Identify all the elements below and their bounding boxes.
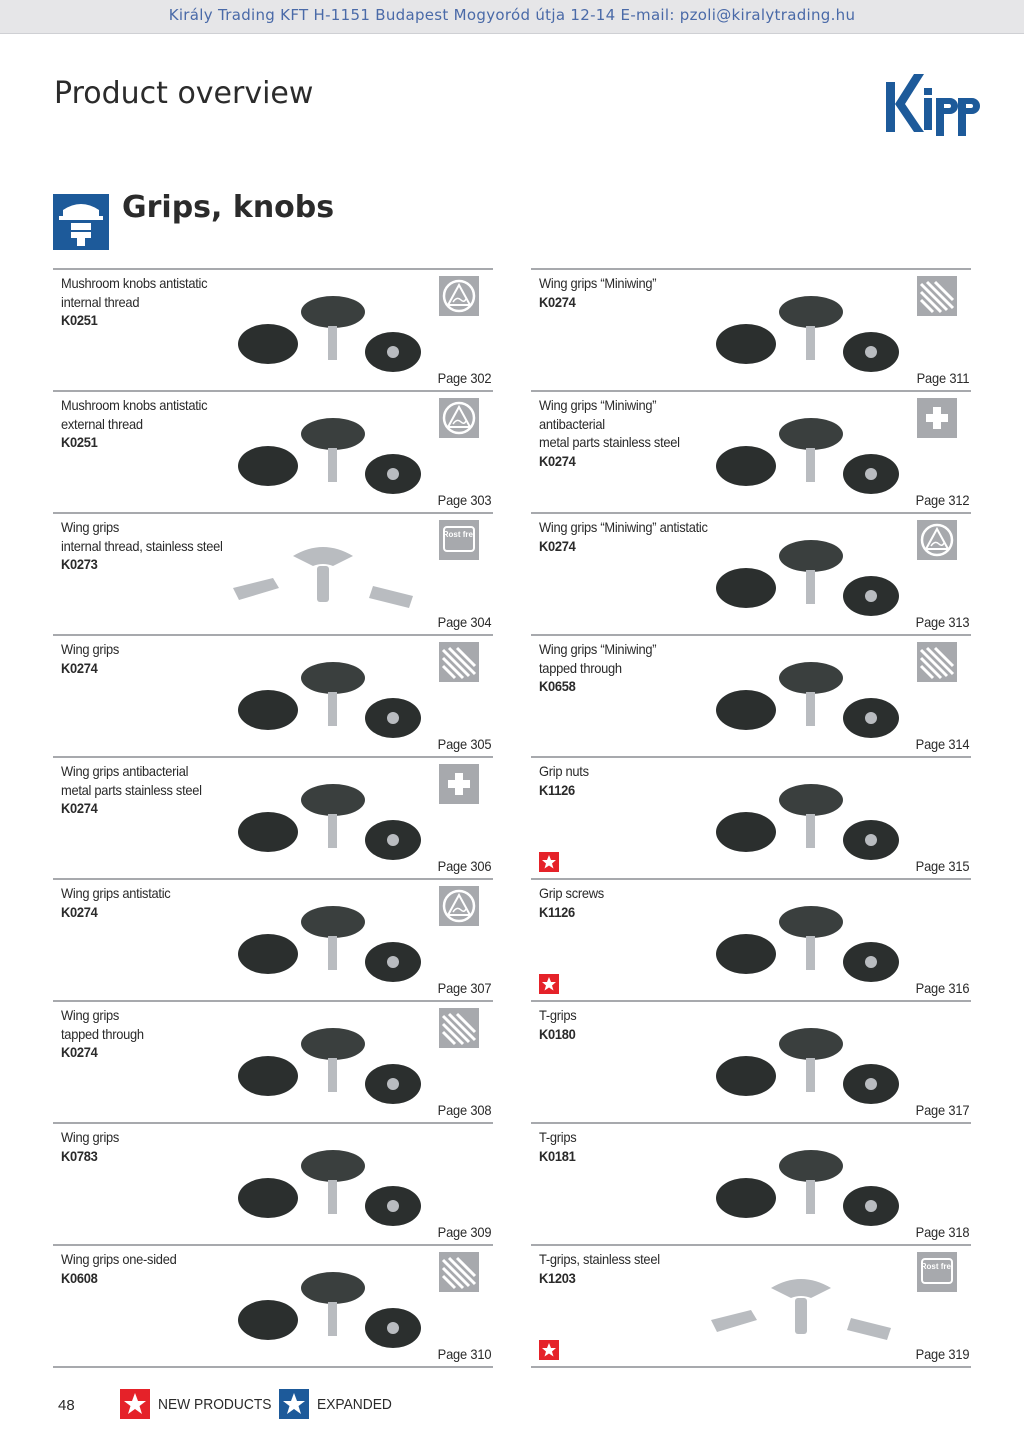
stripes-icon: [439, 642, 479, 682]
rostfrei-icon: [917, 1252, 957, 1292]
kipp-logo: [880, 60, 984, 140]
left-product-column: [53, 268, 493, 1368]
product-card[interactable]: [531, 1122, 971, 1244]
product-name-line: Wing grips antibacterial: [61, 763, 189, 779]
antibacterial-icon: [439, 764, 479, 804]
product-name-line: Wing grips: [61, 519, 120, 535]
product-card[interactable]: [531, 1000, 971, 1122]
product-card[interactable]: [53, 390, 493, 512]
page-reference[interactable]: Page 318: [915, 1224, 969, 1240]
product-description: [61, 396, 245, 452]
product-card[interactable]: [531, 512, 971, 634]
product-name-line: Wing grips “Miniwing”: [539, 641, 657, 657]
product-description: [539, 1250, 723, 1287]
header-contact-bar: [0, 0, 1024, 34]
antistatic-icon: [439, 886, 479, 926]
rostfrei-icon: [439, 520, 479, 560]
product-code: K0180: [539, 1025, 576, 1042]
product-code: K0181: [539, 1147, 576, 1164]
product-code: K0658: [539, 678, 576, 694]
page-reference[interactable]: Page 317: [915, 1102, 969, 1118]
product-name-line: internal thread, stainless steel: [61, 537, 223, 554]
page-reference[interactable]: Page 309: [437, 1224, 491, 1240]
product-name-line: internal thread: [61, 293, 140, 310]
product-image: [223, 526, 443, 632]
product-name-line: Mushroom knobs antistatic: [61, 397, 208, 413]
page-reference[interactable]: Page 306: [437, 858, 491, 874]
antistatic-icon: [917, 520, 957, 560]
product-image: [701, 282, 921, 388]
product-description: [61, 518, 245, 574]
product-description: [539, 518, 723, 555]
product-name-line: Wing grips “Miniwing” antistatic: [539, 519, 708, 535]
product-code: K1126: [539, 903, 575, 920]
page-reference[interactable]: Page 308: [437, 1102, 491, 1118]
product-image: [223, 1258, 443, 1364]
product-code: K0251: [61, 434, 98, 450]
product-image: [223, 770, 443, 876]
antistatic-icon: [439, 398, 479, 438]
product-card[interactable]: [53, 268, 493, 390]
product-code: K1126: [539, 781, 575, 798]
product-image: [223, 1136, 443, 1242]
right-product-column: [531, 268, 971, 1368]
page-reference[interactable]: Page 303: [437, 492, 491, 508]
product-card[interactable]: [53, 1000, 493, 1122]
product-card[interactable]: [531, 268, 971, 390]
product-card[interactable]: [531, 756, 971, 878]
new-products-star-icon: [120, 1389, 150, 1419]
product-card[interactable]: [53, 756, 493, 878]
page-reference[interactable]: Page 313: [915, 614, 969, 630]
product-card[interactable]: [53, 1122, 493, 1244]
product-image: [223, 404, 443, 510]
expanded-label: EXPANDED: [317, 1396, 392, 1413]
page-reference[interactable]: Page 304: [437, 614, 491, 630]
product-name-line: T-grips: [539, 1129, 577, 1145]
product-card[interactable]: [531, 634, 971, 756]
product-description: [539, 884, 723, 921]
page-reference[interactable]: Page 315: [915, 858, 969, 874]
product-description: [61, 1006, 245, 1062]
product-code: K0274: [539, 293, 576, 310]
product-card[interactable]: [531, 1244, 971, 1368]
new-products-label: NEW PRODUCTS: [158, 1396, 272, 1413]
contact-line: Király Trading KFT H-1151 Budapest Mogyoród útja 12-14 E-mail: pzoli@kiralytrading.hu: [168, 6, 856, 24]
page-title: Product overview: [54, 76, 314, 111]
product-code: K0608: [61, 1269, 98, 1286]
stripes-icon: [439, 1252, 479, 1292]
product-name-line: Mushroom knobs antistatic: [61, 275, 208, 291]
grip-knob-icon: [53, 194, 109, 250]
stripes-icon: [439, 1008, 479, 1048]
product-name-line: Grip nuts: [539, 763, 589, 779]
product-description: [539, 640, 723, 696]
expanded-star-icon: [279, 1389, 309, 1419]
product-code: K0251: [61, 312, 98, 328]
product-card[interactable]: [531, 390, 971, 512]
stripes-icon: [917, 642, 957, 682]
new-product-star-icon: [539, 852, 559, 872]
product-code: K0274: [539, 452, 576, 469]
product-name-line: T-grips: [539, 1007, 577, 1023]
product-card[interactable]: [53, 512, 493, 634]
product-image: [701, 648, 921, 754]
product-image: [701, 1258, 921, 1364]
product-name-line: metal parts stainless steel: [539, 434, 680, 450]
product-code: K0274: [61, 800, 98, 816]
product-image: [223, 648, 443, 754]
antibacterial-icon: [917, 398, 957, 438]
page-reference[interactable]: Page 311: [916, 370, 969, 386]
page-reference[interactable]: Page 302: [437, 370, 491, 386]
product-name-line: Wing grips “Miniwing”: [539, 275, 657, 291]
product-name-line: tapped through: [61, 1025, 144, 1042]
new-product-star-icon: [539, 1340, 559, 1360]
product-card[interactable]: [531, 878, 971, 1000]
page-reference[interactable]: Page 319: [915, 1346, 969, 1362]
product-name-line: Wing grips: [61, 1007, 120, 1023]
product-name-line: metal parts stainless steel: [61, 781, 202, 798]
product-name-line: tapped through: [539, 659, 622, 676]
product-code: K1203: [539, 1269, 576, 1286]
product-image: [223, 892, 443, 998]
product-description: [61, 1250, 245, 1287]
product-code: K0274: [61, 903, 98, 920]
page-reference[interactable]: Page 314: [915, 736, 969, 752]
product-description: [539, 1006, 723, 1043]
svg-text:Rost frei: Rost frei: [442, 530, 476, 539]
page-reference[interactable]: Page 310: [437, 1346, 491, 1362]
product-code: K0274: [539, 537, 576, 554]
product-description: [61, 1128, 245, 1165]
page-reference[interactable]: Page 305: [437, 736, 491, 752]
product-image: [701, 404, 921, 510]
product-image: [701, 892, 921, 998]
product-description: [539, 1128, 723, 1165]
antistatic-icon: [439, 276, 479, 316]
svg-text:Kipp: Kipp: [880, 60, 883, 61]
product-card[interactable]: [53, 878, 493, 1000]
product-card[interactable]: [53, 634, 493, 756]
stripes-icon: [917, 276, 957, 316]
product-name-line: T-grips, stainless steel: [539, 1251, 660, 1267]
product-name-line: Wing grips: [61, 1129, 120, 1145]
footer: [58, 1388, 458, 1422]
product-description: [61, 640, 245, 677]
product-code: K0273: [61, 556, 98, 572]
page-reference[interactable]: Page 312: [915, 492, 969, 508]
page-reference[interactable]: Page 316: [915, 980, 969, 996]
product-code: K0274: [61, 1044, 98, 1060]
product-name-line: Wing grips: [61, 641, 120, 657]
product-description: [539, 396, 723, 470]
product-image: [223, 282, 443, 388]
product-card[interactable]: [53, 1244, 493, 1368]
new-product-star-icon: [539, 974, 559, 994]
page-number: 48: [58, 1397, 75, 1414]
product-description: [61, 274, 245, 330]
product-image: [223, 1014, 443, 1120]
product-name-line: external thread: [61, 415, 143, 432]
product-description: [61, 762, 245, 818]
product-name-line: Wing grips “Miniwing” antibacterial: [539, 397, 657, 432]
product-image: [701, 526, 921, 632]
svg-text:Rost frei: Rost frei: [920, 1262, 954, 1271]
product-code: K0274: [61, 659, 98, 676]
product-description: [61, 884, 245, 921]
page-reference[interactable]: Page 307: [437, 980, 491, 996]
product-name-line: Wing grips antistatic: [61, 885, 171, 901]
product-description: [539, 274, 723, 311]
product-code: K0783: [61, 1147, 98, 1164]
section-title: Grips, knobs: [122, 190, 335, 225]
product-image: [701, 1014, 921, 1120]
product-image: [701, 770, 921, 876]
product-description: [539, 762, 723, 799]
product-name-line: Grip screws: [539, 885, 604, 901]
product-name-line: Wing grips one-sided: [61, 1251, 177, 1267]
product-image: [701, 1136, 921, 1242]
